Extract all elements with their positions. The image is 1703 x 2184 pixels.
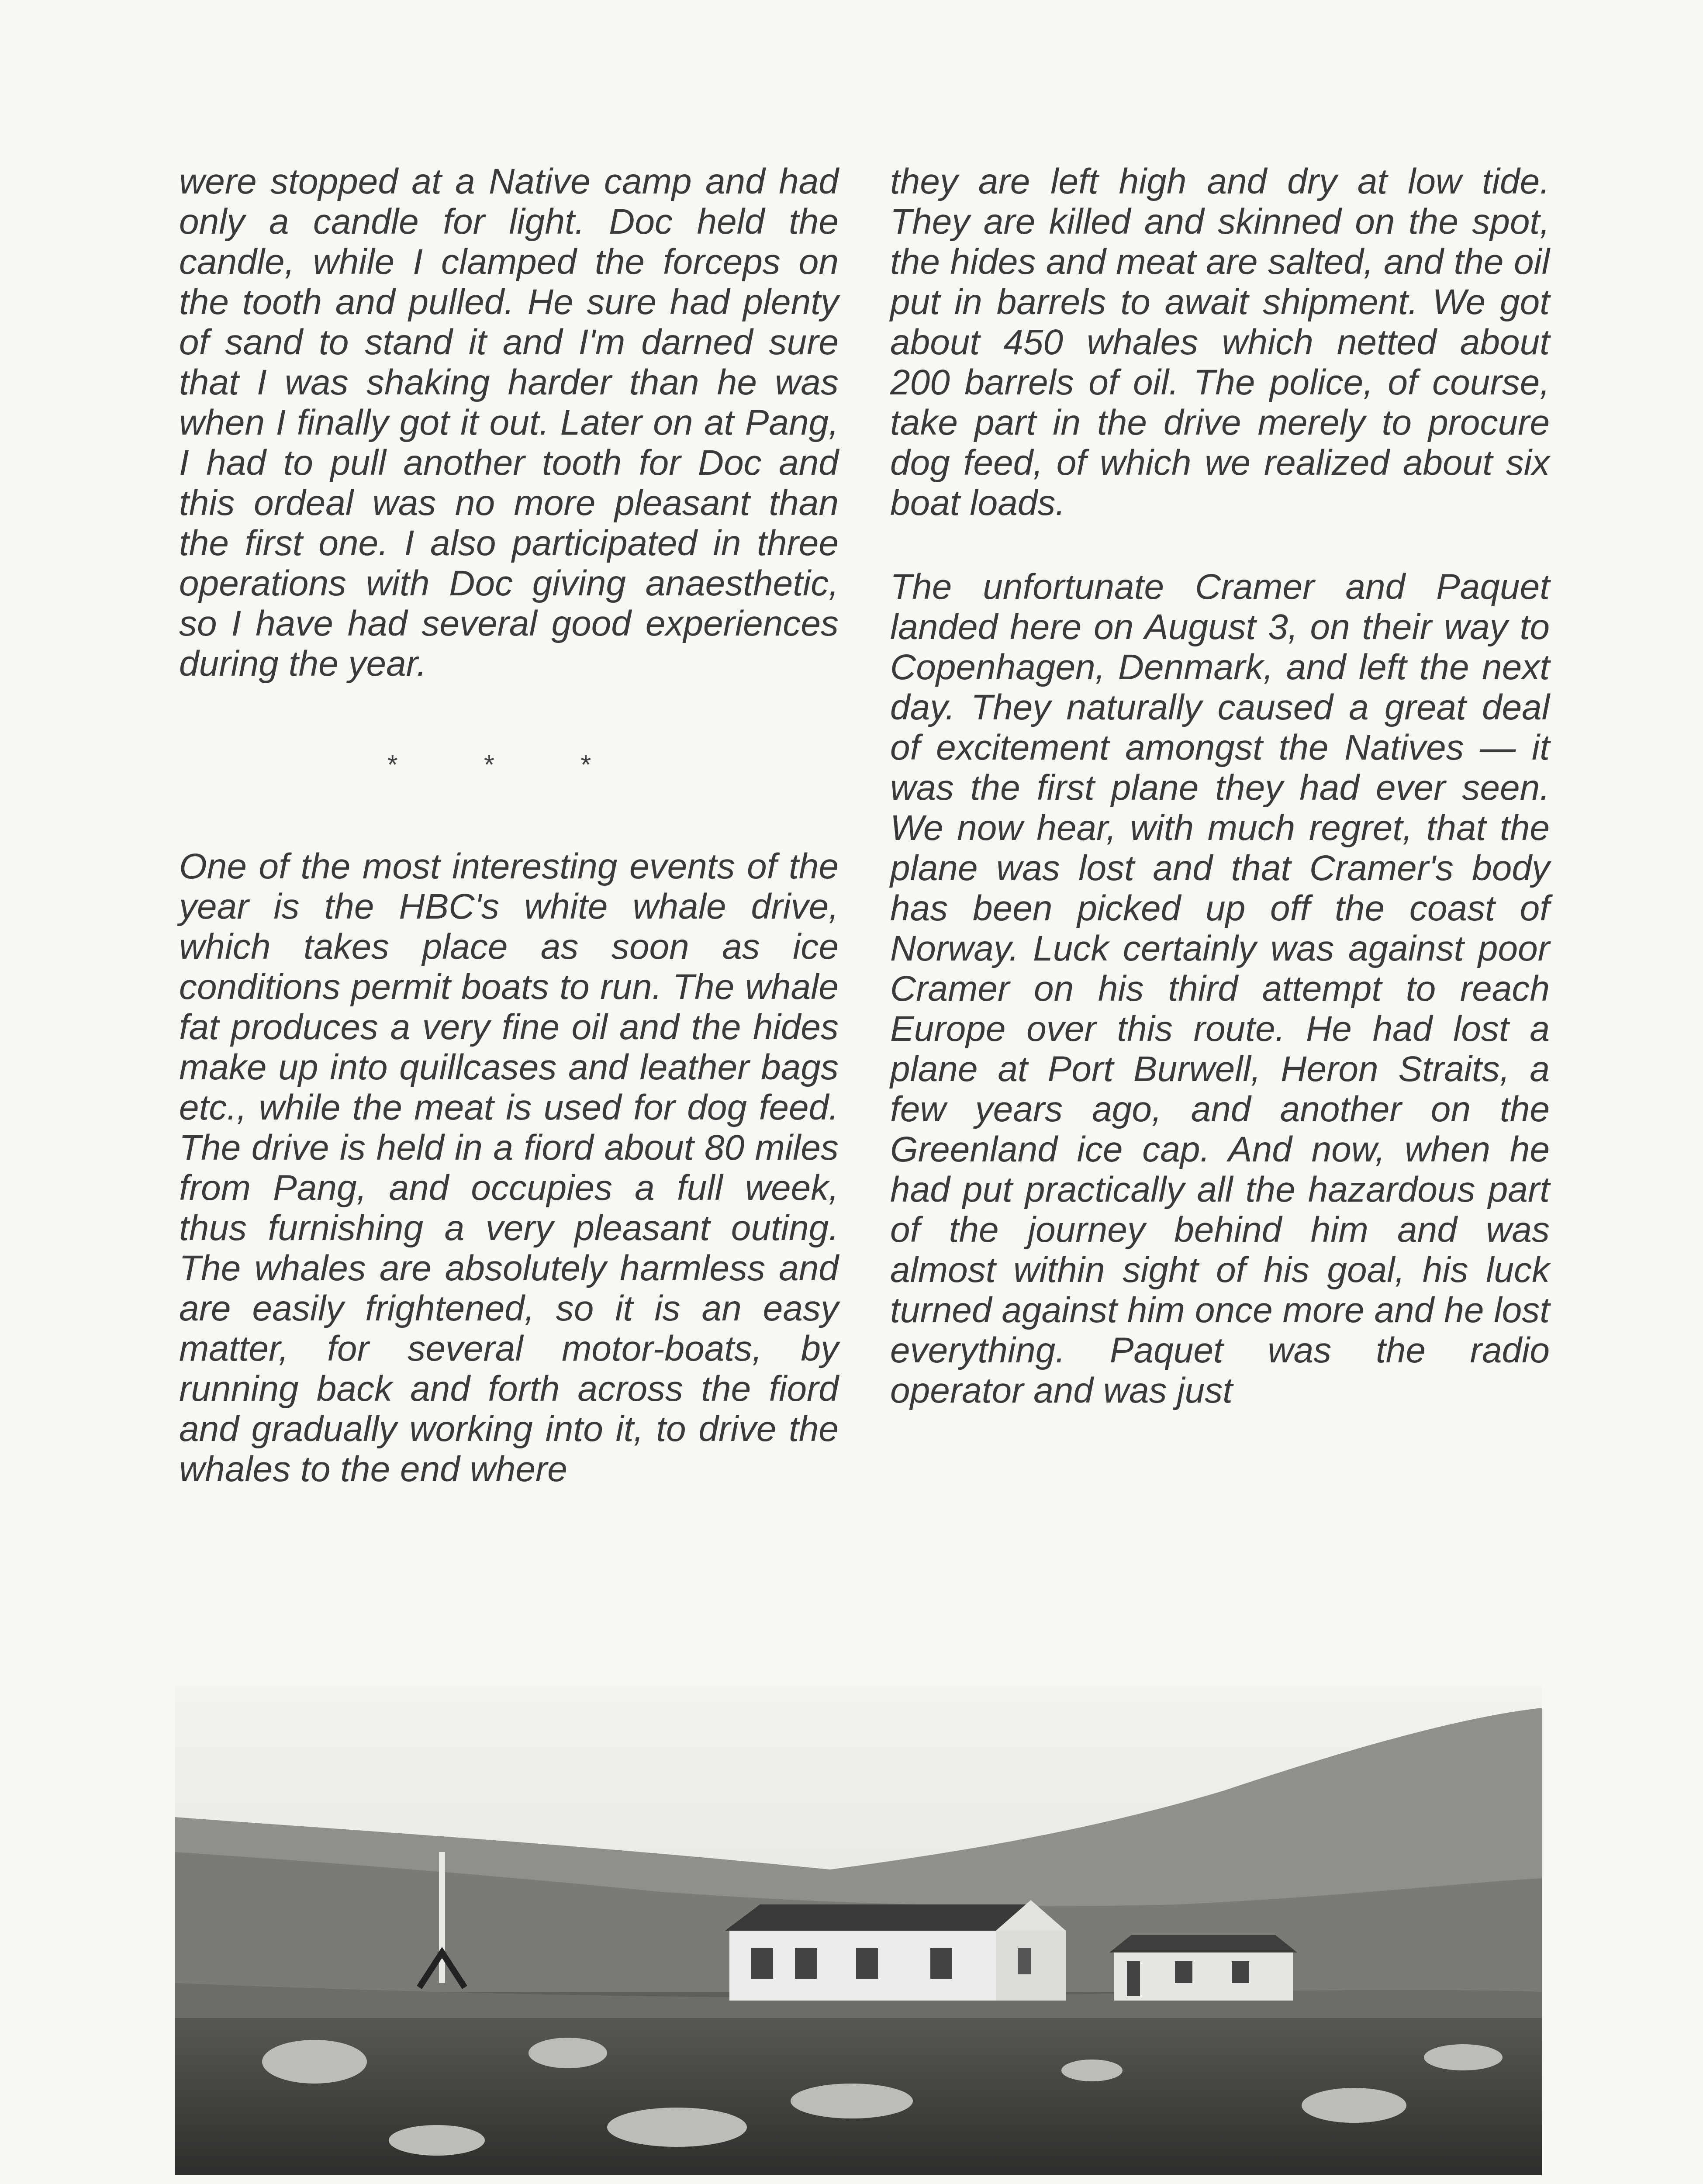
photo-illustration: [175, 1686, 1542, 2175]
right-column: [890, 162, 1550, 1455]
right-paragraph-1: they are left high and dry at low tide. They are killed and skinned on the spot, the hides and meat are salted, and the oil put in barrels to await shipment. We got about 450 whales which netted about 200 barrels of oil. The police, of course, take part in the drive merely to procure dog feed, of which we realized about six boat loads.: [890, 162, 1550, 523]
right-paragraph-2: The unfortunate Cramer and Paquet landed here on August 3, on their way to Copenhagen, Denmark, and left the next day. They naturally caused a great deal of excitement amongst the Natives — it was the first plane they had ever seen. We now hear, with much regret, that the plane was lost and that Cramer's body has been picked up off the coast of Norway. Luck certainly was against poor Cramer on his third attempt to reach Europe over this route. He had lost a plane at Port Burwell, Heron Straits, a few years ago, and another on the Greenland ice cap. And now, when he had put practically all the hazardous part of the journey behind him and was almost within sight of his goal, his luck turned against him once more and he lost everything. Paquet was the radio operator and was just: [890, 567, 1550, 1410]
left-paragraph-1: were stopped at a Native camp and had only a candle for light. Doc held the candle, while I clamped the forceps on the tooth and pulled. He sure had plenty of sand to stand it and I'm darned sure that I was shaking harder than he was when I finally got it out. Later on at Pang, I had to pull another tooth for Doc and this ordeal was no more pleasant than the first one. I also participated in three operations with Doc giving anaesthetic, so I have had several good experiences during the year.: [179, 162, 839, 684]
left-column: [179, 162, 839, 1533]
section-separator: * * *: [387, 750, 631, 780]
detachment-photo: [175, 1686, 1542, 2175]
left-paragraph-2: One of the most interesting events of the year is the HBC's white whale drive, which takes place as soon as ice conditions permit boats to run. The whale fat produces a very fine oil and the hides make up into quillcases and leather bags etc., while the meat is used for dog feed. The drive is held in a fiord about 80 miles from Pang, and occupies a full week, thus furnishing a very pleasant outing. The whales are absolutely harmless and are easily frightened, so it is an easy matter, for several motor-boats, by running back and forth across the fiord and gradually working into it, to drive the whales to the end where: [179, 847, 839, 1489]
